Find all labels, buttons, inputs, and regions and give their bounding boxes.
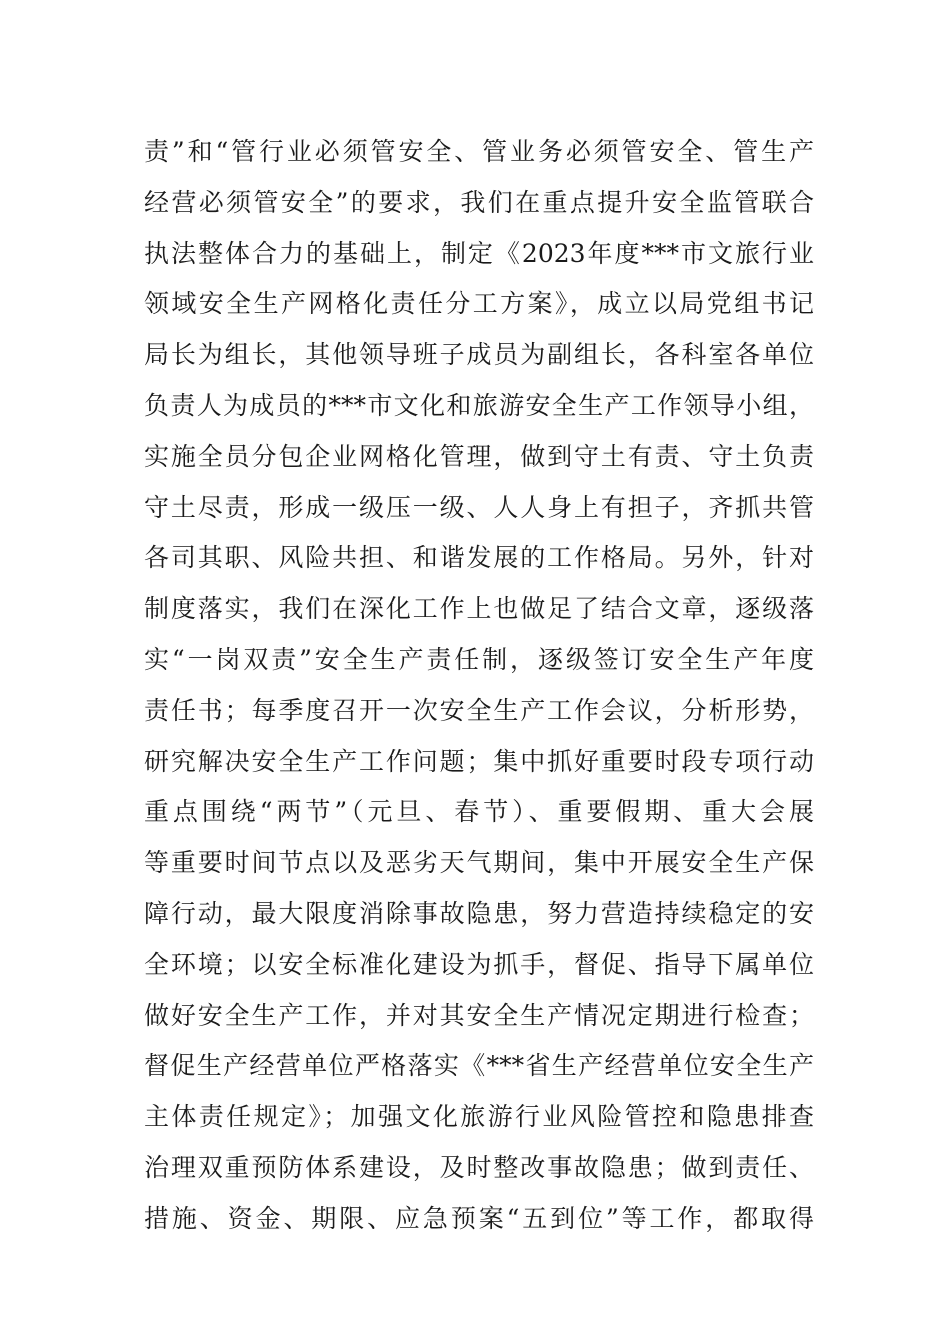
text-line: 措施、资金、期限、应急预案“五到位”等工作，都取得 [144,1203,814,1233]
text-line: 研究解决安全生产工作问题；集中抓好重要时段专项行动 [144,746,814,776]
text-line: 责”和“管行业必须管安全、管业务必须管安全、管生产 [144,137,814,166]
text-line: 做好安全生产工作，并对其安全生产情况定期进行检查； [144,1000,814,1030]
text-line: 执法整体合力的基础上，制定《2023年度***市文旅行业 [144,238,814,268]
text-line: 各司其职、风险共担、和谐发展的工作格局。另外，针对 [144,543,814,573]
text-line: 等重要时间节点以及恶劣天气期间，集中开展安全生产保 [144,848,814,878]
text-line: 全环境；以安全标准化建设为抓手，督促、指导下属单位 [144,949,814,979]
text-line: 负责人为成员的***市文化和旅游安全生产工作领导小组， [144,390,814,420]
text-line: 责任书；每季度召开一次安全生产工作会议，分析形势， [144,695,814,725]
text-line: 领域安全生产网格化责任分工方案》，成立以局党组书记 [144,289,814,319]
text-line: 守土尽责，形成一级压一级、人人身上有担子，齐抓共管 [144,492,814,522]
text-line: 实“一岗双责”安全生产责任制，逐级签订安全生产年度 [144,644,814,674]
body-paragraph [144,127,814,1245]
text-line: 督促生产经营单位严格落实《***省生产经营单位安全生产 [144,1051,814,1081]
text-line: 主体责任规定》；加强文化旅游行业风险管控和隐患排查 [144,1102,814,1132]
text-line: 障行动，最大限度消除事故隐患，努力营造持续稳定的安 [144,898,814,928]
text-line: 治理双重预防体系建设，及时整改事故隐患；做到责任、 [144,1152,814,1182]
text-line: 经营必须管安全”的要求，我们在重点提升安全监管联合 [144,187,814,217]
text-line: 局长为组长，其他领导班子成员为副组长，各科室各单位 [144,340,814,370]
text-line: 制度落实，我们在深化工作上也做足了结合文章，逐级落 [144,594,814,624]
text-line: 重点围绕“两节”（元旦、春节）、重要假期、重大会展 [144,797,814,827]
text-line: 实施全员分包企业网格化管理，做到守土有责、守土负责 [144,441,814,471]
